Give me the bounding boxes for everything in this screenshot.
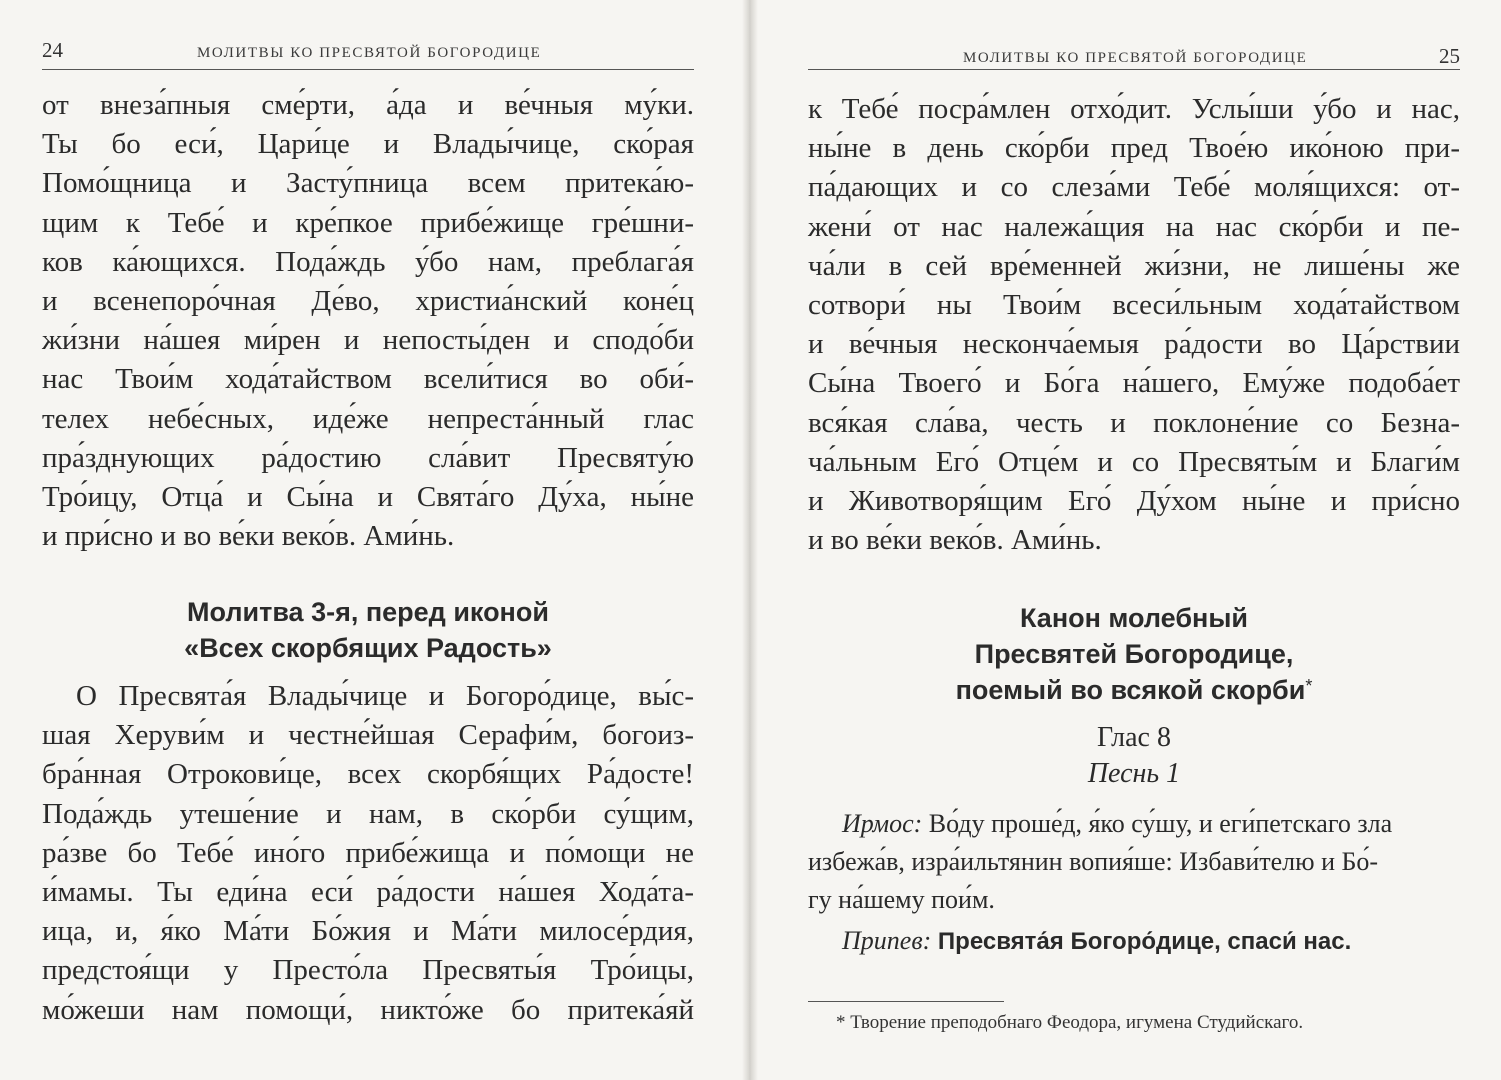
right-page — [752, 0, 1501, 1080]
pripev-label: Припев: — [842, 926, 932, 955]
irmos-line-2: избежа́в, изра́ильтянин вопия́ше: Избави́телю и Бо́- — [808, 847, 1379, 876]
text-line: ча́льным Его́ Отце́м и со Пресвяты́м и Благи́м — [808, 445, 1460, 478]
canon-heading-line-2: Пресвятей Богородице, — [974, 639, 1294, 669]
text-line: и при́сно и во ве́ки веко́в. Ами́нь. — [42, 520, 455, 553]
text-line: от внеза́пныя сме́рти, а́да и ве́чныя му́ки. — [42, 89, 694, 121]
canon-heading-line-3-text: поемый во всякой скорби — [955, 675, 1306, 705]
book-gutter — [742, 0, 758, 1080]
prayer-heading — [42, 594, 694, 666]
left-running-title: МОЛИТВЫ КО ПРЕСВЯТОЙ БОГОРОДИЦЕ — [197, 45, 542, 61]
text-line: Сы́на Твоего́ и Бо́га на́шего, Ему́же подоба́ет — [808, 367, 1460, 400]
text-line: Помо́щница и Засту́пница всем притека́ю- — [42, 167, 694, 200]
text-line: жени́ от нас належа́щия на нас ско́рби и пе- — [808, 210, 1460, 243]
text-line: ра́зве бо Тебе́ ино́го прибе́жища и по́мощи не — [42, 836, 694, 869]
pesn-label: Песнь 1 — [1087, 758, 1181, 789]
text-line: и Животворя́щим Его́ Ду́хом ны́не и при́сно — [808, 485, 1460, 518]
footnote-marker: * — [1305, 676, 1313, 696]
footnote: * Творение преподобнаго Феодора, игумена Студийскаго. — [836, 1012, 1304, 1033]
text-line: к Тебе́ посра́млен отхо́дит. Услы́ши у́бо и нас, — [808, 93, 1460, 125]
text-line: па́дающих и со слеза́ми Тебе́ моля́щихся: от- — [808, 171, 1460, 204]
text-line: Тро́ицу, Отца́ и Сы́на и Свята́го Ду́ха, ны́не — [42, 481, 694, 514]
prayer-heading-line-1: Молитва 3-я, перед иконой — [187, 597, 549, 627]
text-line: шая Херуви́м и честне́йшая Серафи́м, богоиз- — [42, 719, 694, 752]
text-line: и ве́чныя несконча́емыя ра́дости во Ца́рствии — [808, 328, 1460, 361]
text-line: и́мамы. Ты еди́на еси́ ра́дости на́шея Хода́та- — [42, 876, 694, 909]
text-line: мо́жеши нам помощи́, никто́же бо притека́яй — [42, 993, 694, 1026]
irmos-label: Ирмос: — [842, 809, 923, 838]
irmos-line-1 — [808, 805, 1460, 843]
prayer-text — [42, 677, 694, 1030]
pripev-block — [808, 922, 1460, 961]
right-running-head — [808, 36, 1460, 70]
text-line: и всенепоро́чная Де́во, христиа́нский коне́ц — [42, 285, 694, 318]
text-line: телех небе́сных, иде́же непреста́нный глас — [42, 402, 694, 435]
right-page-number: 25 — [1439, 44, 1460, 68]
text-line: ча́ли в сей вре́менней жи́зни, не лише́ны же — [808, 249, 1460, 282]
pripev-text: Пресвята́я Богоро́дице, спаси́ нас. — [931, 928, 1352, 955]
footnote-divider — [808, 1001, 1004, 1002]
left-page-number: 24 — [42, 38, 63, 62]
text-line: бра́нная Отрокови́це, всех скорбя́щих Ра́досте! — [42, 758, 694, 791]
text-line: О Пресвята́я Влады́чице и Богоро́дице, вы́с- — [76, 680, 694, 712]
right-running-title: МОЛИТВЫ КО ПРЕСВЯТОЙ БОГОРОДИЦЕ — [963, 50, 1308, 66]
text-line: предстоя́щи у Престо́ла Пресвяты́я Тро́ицы, — [42, 954, 694, 987]
canon-heading-line-1: Канон молебный — [1020, 603, 1248, 633]
text-line: пра́зднующих ра́достию сла́вит Пресвяту́ю — [42, 441, 694, 474]
text-line: ны́не в день ско́рби пред Твое́ю ико́ною при- — [808, 132, 1460, 165]
text-line: и во ве́ки веко́в. Ами́нь. — [808, 524, 1102, 557]
text-line: Пода́ждь утеше́ние и нам, в ско́рби су́щим, — [42, 797, 694, 830]
text-line: жи́зни на́шея ми́рен и непосты́ден и сподо́би — [42, 324, 694, 357]
text-line: щим к Тебе́ и кре́пкое прибе́жище гре́шни- — [42, 206, 694, 239]
right-continuation-text — [808, 90, 1460, 560]
text-line: Ты бо еси́, Цари́це и Влады́чице, ско́рая — [42, 128, 694, 161]
text-line: ков ка́ющихся. Пода́ждь у́бо нам, преблага́я — [42, 245, 694, 278]
canon-heading — [808, 600, 1460, 708]
glas-label: Глас 8 — [1097, 722, 1171, 753]
text-line: ица, и, я́ко Ма́ти Бо́жия и Ма́ти милосе́рдия, — [42, 915, 694, 948]
left-running-head — [42, 36, 694, 70]
prayer-heading-line-2: «Всех скорбящих Радость» — [184, 633, 552, 663]
left-continuation-text — [42, 86, 694, 556]
text-line: нас Твои́м хода́тайством всели́тися во оби́- — [42, 363, 694, 396]
text-line: вся́кая сла́ва, честь и поклоне́ние со Безна- — [808, 406, 1460, 439]
canon-heading-line-3 — [808, 672, 1460, 708]
irmos-block — [808, 805, 1460, 919]
irmos-text-1: Во́ду проше́д, я́ко су́шу, и еги́петскаго зла — [922, 809, 1393, 838]
irmos-line-3: гу на́шему пои́м. — [808, 885, 995, 914]
text-line: сотвори́ ны Твои́м всеси́льным хода́тайством — [808, 289, 1460, 322]
left-page — [0, 0, 748, 1080]
